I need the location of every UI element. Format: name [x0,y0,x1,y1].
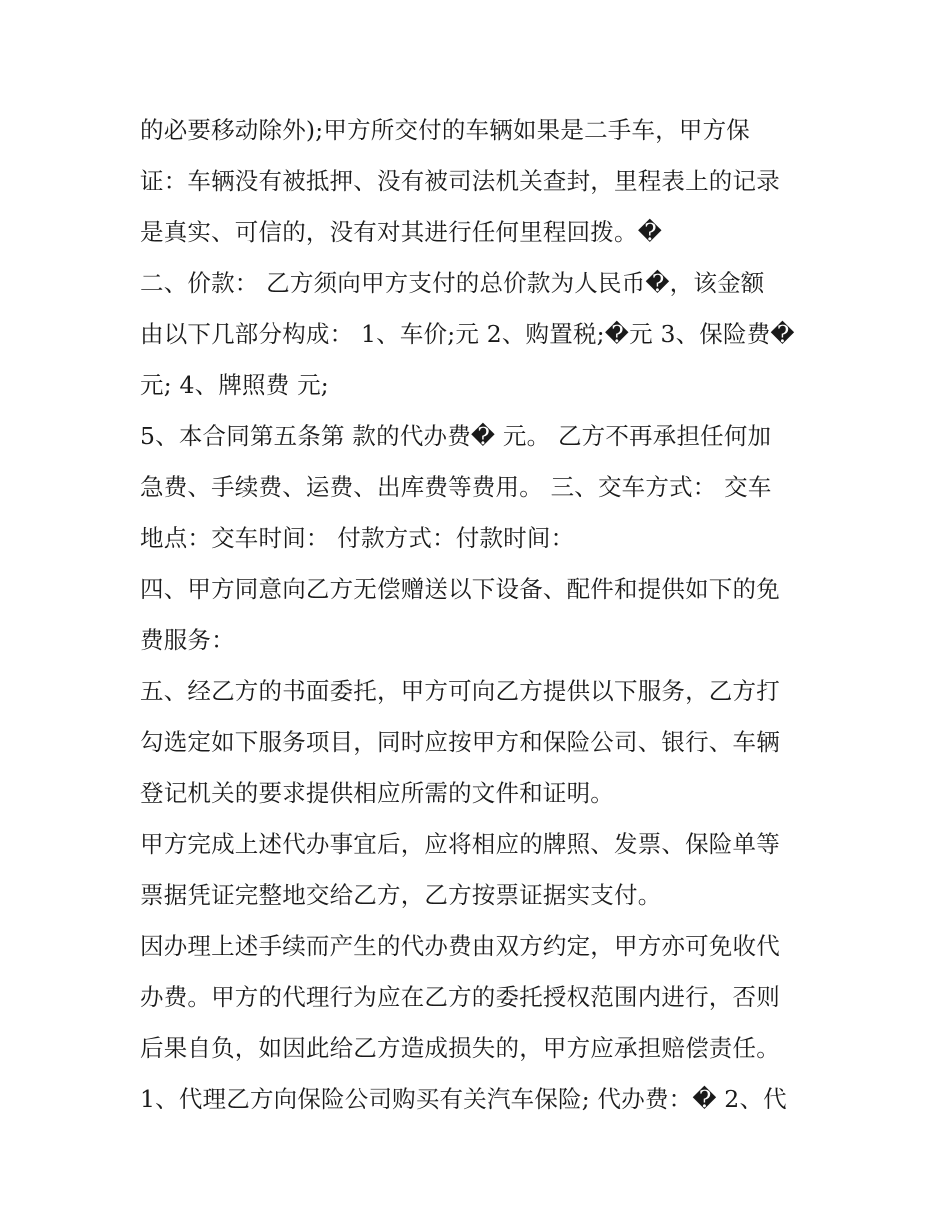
text-line: 办费。甲方的代理行为应在乙方的委托授权范围内进行，否则 [140,983,780,1011]
text-line: 由以下几部分构成： 1、车价;元 2、购置税;�元 3、保险费� [140,320,795,348]
text-line: 的必要移动除外);甲方所交付的车辆如果是二手车，甲方保 [140,116,750,144]
text-line: 五、经乙方的书面委托，甲方可向乙方提供以下服务，乙方打 [140,677,780,705]
document-body [140,105,820,1125]
text-line: 是真实、可信的，没有对其进行任何里程回拨。� [140,218,662,246]
text-line: 1、代理乙方向保险公司购买有关汽车保险; 代办费：� 2、代 [140,1085,787,1113]
text-line: 后果自负，如因此给乙方造成损失的，甲方应承担赔偿责任。 [140,1034,780,1062]
text-line: 甲方完成上述代办事宜后，应将相应的牌照、发票、保险单等 [140,830,780,858]
text-line: 元; 4、牌照费 元; [140,371,329,399]
text-line: 因办理上述手续而产生的代办费由双方约定，甲方亦可免收代 [140,932,780,960]
text-line: 证：车辆没有被抵押、没有被司法机关查封，里程表上的记录 [140,167,780,195]
text-line: 急费、手续费、运费、出库费等费用。 三、交车方式： 交车 [140,473,772,501]
text-line: 地点：交车时间： 付款方式：付款时间： [140,524,575,552]
text-line: 勾选定如下服务项目，同时应按甲方和保险公司、银行、车辆 [140,728,780,756]
text-line: 5、本合同第五条第 款的代办费� 元。 乙方不再承担任何加 [140,422,772,450]
text-line: 费服务： [140,626,235,654]
text-line: 登记机关的要求提供相应所需的文件和证明。 [140,779,614,807]
text-line: 四、甲方同意向乙方无偿赠送以下设备、配件和提供如下的免 [140,575,780,603]
text-line: 票据凭证完整地交给乙方，乙方按票证据实支付。 [140,881,662,909]
text-line: 二、价款： 乙方须向甲方支付的总价款为人民币�，该金额 [140,269,765,297]
